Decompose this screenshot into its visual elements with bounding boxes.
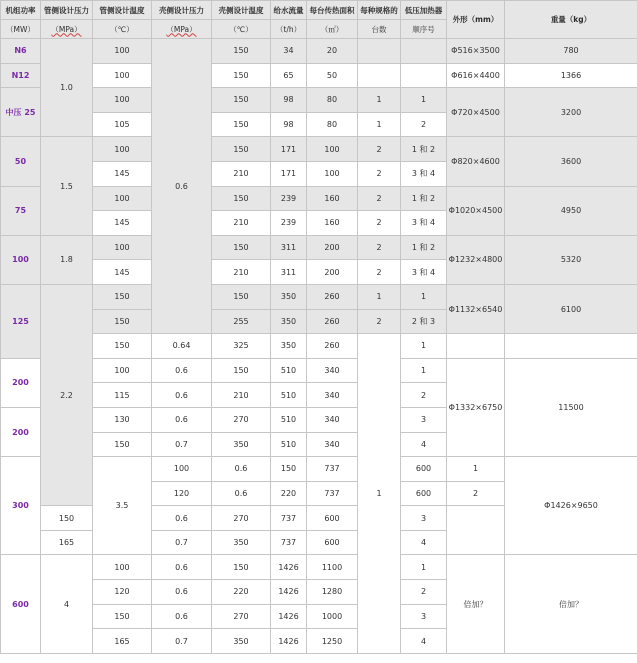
shell-temp-cell: 350 [212,432,271,457]
area-cell: 80 [307,88,358,113]
tube-temp-cell: 120 [93,580,152,605]
flow-cell: 34 [271,39,307,64]
shell-temp-cell: 150 [212,88,271,113]
tube-pressure-cell: 1.8 [41,235,93,284]
header-shell-temp-unit: （℃） [212,20,271,39]
dimension-cell: Φ820×4600 [447,137,505,186]
flow-cell: 510 [271,407,307,432]
table-row [1,186,637,211]
count-cell: 1 [358,284,401,309]
shell-pressure-cell: 0.6 [212,481,271,506]
header-area-unit: （㎡） [307,20,358,39]
shell-temp-cell: 210 [212,161,271,186]
shell-temp-cell: 150 [212,39,271,64]
tube-temp-cell: 115 [93,383,152,408]
unit-power-125: 125 [1,284,41,358]
dimension-cell: Φ720×4500 [447,88,505,137]
area-cell: 100 [307,161,358,186]
seq-cell: 2 和 3 [401,309,447,334]
tube-temp-cell: 120 [152,481,212,506]
area-cell: 200 [307,260,358,285]
area-cell: 200 [307,235,358,260]
count-cell: 2 [358,235,401,260]
tube-temp-cell: 150 [93,432,152,457]
shell-pressure-cell: 0.6 [152,604,212,629]
flow-cell: 737 [271,530,307,555]
seq-cell [401,39,447,64]
seq-cell: 1 和 2 [401,137,447,162]
area-cell: 100 [307,137,358,162]
shell-pressure-cell: 0.6 [152,506,212,531]
shell-pressure-cell: 0.6 [152,407,212,432]
area-cell: 600 [401,481,447,506]
area-cell: 600 [307,506,358,531]
weight-cell-empty [505,334,637,359]
dimension-cell: Φ1332×6750 [447,358,505,456]
shell-temp-cell: 210 [212,211,271,236]
flow-cell: 98 [271,112,307,137]
flow-cell: 171 [271,137,307,162]
seq-cell: 3 [401,604,447,629]
flow-cell: 510 [271,383,307,408]
flow-cell: 1426 [271,629,307,654]
header-count-line2: 台数 [358,20,401,39]
flow-cell: 350 [271,334,307,359]
header-weight: 重量（kg） [505,1,637,39]
area-cell: 340 [307,358,358,383]
area-cell: 340 [307,407,358,432]
count-cell: 1 [358,112,401,137]
shell-temp-cell: 270 [212,604,271,629]
seq-cell: 4 [401,432,447,457]
table-row [1,555,637,580]
seq-cell: 3 和 4 [401,260,447,285]
dimension-cell: Φ616×4400 [447,63,505,88]
header-tube-temp-unit: （℃） [93,20,152,39]
seq-cell: 2 [401,580,447,605]
tube-temp-cell: 150 [93,284,152,309]
flow-cell: 1426 [271,580,307,605]
seq-cell: 1 [401,358,447,383]
header-row-1 [1,1,637,20]
table-row [1,334,637,359]
tube-temp-cell: 145 [93,161,152,186]
shell-temp-cell: 270 [212,506,271,531]
shell-temp-cell: 325 [212,334,271,359]
seq-cell: 3 和 4 [401,211,447,236]
shell-pressure-cell: 0.7 [152,629,212,654]
seq-cell: 4 [401,530,447,555]
weight-cell: 倍加？ [505,555,637,653]
area-cell: 260 [307,284,358,309]
count-cell: 1 [358,88,401,113]
shell-temp-cell: 255 [212,309,271,334]
tube-temp-cell: 100 [93,235,152,260]
tube-temp-cell: 100 [93,555,152,580]
flow-cell: 98 [271,88,307,113]
tube-pressure-cell: 2.2 [41,284,93,505]
weight-cell: 3200 [505,88,637,137]
shell-temp-cell: 150 [212,235,271,260]
weight-cell: 5320 [505,235,637,284]
seq-cell: 1 和 2 [401,235,447,260]
dimension-cell: Φ516×3500 [447,39,505,64]
tube-temp-cell: 165 [41,530,93,555]
table-row [1,39,637,64]
unit-power-n6: N6 [1,39,41,64]
tube-pressure-cell: 4 [41,555,93,653]
area-cell: 160 [307,186,358,211]
tube-temp-cell: 150 [41,506,93,531]
weight-cell: 780 [505,39,637,64]
dimension-cell: Φ1426×9650 [505,457,637,555]
shell-pressure-cell: 0.6 [152,383,212,408]
count-cell: 2 [358,161,401,186]
flow-cell: 1426 [271,555,307,580]
tube-temp-cell: 150 [93,604,152,629]
header-tube-pressure-unit [41,20,93,39]
count-cell: 2 [358,309,401,334]
shell-pressure-cell: 0.64 [152,334,212,359]
shell-pressure-cell: 0.6 [152,358,212,383]
table-row [1,457,637,482]
header-count: 每种规格的 [358,1,401,20]
weight-cell: 4950 [505,186,637,235]
unit-power-200-a: 200 [1,358,41,407]
header-seq-line2: 顺序号 [401,20,447,39]
header-flow-unit: （t/h） [271,20,307,39]
count-cell: 2 [358,211,401,236]
dimension-cell: Φ1132×6540 [447,284,505,333]
seq-cell: 3 [401,506,447,531]
area-cell: 1280 [307,580,358,605]
flow-cell: 350 [271,309,307,334]
shell-pressure-unit-text: （MPa） [166,24,197,34]
tube-temp-cell: 100 [93,88,152,113]
count-cell [358,39,401,64]
header-unit-power-unit: （MW） [1,20,41,39]
area-cell: 260 [307,309,358,334]
tube-pressure-cell: 1.0 [41,39,93,137]
shell-temp-cell: 150 [212,555,271,580]
count-cell: 2 [358,137,401,162]
header-heater-seq: 低压加热器 [401,1,447,20]
seq-cell: 3 [401,407,447,432]
tube-pressure-unit-text: （MPa） [51,24,82,34]
tube-temp-cell: 165 [93,629,152,654]
table-row [1,358,637,383]
area-cell: 50 [307,63,358,88]
shell-temp-cell: 150 [212,358,271,383]
seq-cell: 2 [401,112,447,137]
tube-temp-cell: 100 [152,457,212,482]
flow-cell: 350 [271,284,307,309]
count-cell: 2 [358,260,401,285]
count-cell [358,63,401,88]
shell-temp-cell: 220 [212,580,271,605]
tube-temp-cell: 100 [93,63,152,88]
unit-power-n12: N12 [1,63,41,88]
seq-cell: 2 [401,383,447,408]
area-cell: 600 [401,457,447,482]
weight-cell: 1366 [505,63,637,88]
unit-power-75: 75 [1,186,41,235]
tube-temp-cell: 145 [93,260,152,285]
shell-pressure-cell: 0.6 [152,555,212,580]
flow-cell: 737 [271,506,307,531]
shell-temp-cell: 150 [212,112,271,137]
weight-cell: 3600 [505,137,637,186]
weight-cell: 11500 [505,358,637,456]
flow-cell: 239 [271,211,307,236]
area-cell: 340 [307,432,358,457]
shell-temp-cell: 210 [212,383,271,408]
shell-temp-cell: 270 [212,407,271,432]
flow-cell: 311 [271,260,307,285]
area-cell: 260 [307,334,358,359]
flow-cell: 171 [271,161,307,186]
header-tube-pressure: 管侧设计压力 [41,1,93,20]
area-cell: 1100 [307,555,358,580]
flow-cell: 510 [271,358,307,383]
header-unit-power: 机组功率 [1,1,41,20]
table-row [1,63,637,88]
unit-power-zy25: 中压 25 [1,88,41,137]
flow-cell: 737 [307,457,358,482]
area-cell: 80 [307,112,358,137]
shell-pressure-cell: 0.6 [152,580,212,605]
area-cell: 160 [307,211,358,236]
header-dimensions: 外形（mm） [447,1,505,39]
tube-temp-cell: 130 [93,407,152,432]
tube-temp-cell: 100 [93,358,152,383]
seq-cell: 1 [447,457,505,482]
seq-cell: 1 [401,334,447,359]
shell-temp-cell: 150 [212,137,271,162]
unit-power-50: 50 [1,137,41,186]
tube-temp-cell: 150 [93,309,152,334]
area-cell: 1250 [307,629,358,654]
tube-pressure-cell: 3.5 [93,457,152,555]
flow-cell: 1426 [271,604,307,629]
shell-temp-cell: 350 [212,530,271,555]
header-feedwater-flow: 给水流量 [271,1,307,20]
header-shell-temp: 壳侧设计温度 [212,1,271,20]
unit-power-100: 100 [1,235,41,284]
shell-temp-cell: 150 [212,186,271,211]
dimension-cell-empty [447,334,505,359]
seq-cell: 1 和 2 [401,186,447,211]
tube-pressure-cell: 1.5 [41,137,93,235]
shell-pressure-cell: 0.7 [152,530,212,555]
tube-temp-cell: 150 [93,334,152,359]
area-cell: 20 [307,39,358,64]
header-shell-pressure-unit [152,20,212,39]
shell-temp-cell: 150 [271,457,307,482]
table-row [1,88,637,113]
seq-cell: 1 [401,88,447,113]
table-row [1,284,637,309]
flow-cell: 311 [271,235,307,260]
header-shell-pressure: 壳侧设计压力 [152,1,212,20]
dimension-cell: 倍加？ [447,555,505,653]
shell-pressure-cell: 0.7 [152,432,212,457]
shell-pressure-cell: 0.6 [212,457,271,482]
unit-power-600: 600 [1,555,41,653]
flow-cell: 65 [271,63,307,88]
shell-temp-cell: 150 [212,284,271,309]
table-row [1,235,637,260]
seq-cell: 1 [401,555,447,580]
count-cell: 1 [358,334,401,654]
shell-temp-cell: 220 [271,481,307,506]
dimension-cell: Φ1020×4500 [447,186,505,235]
area-cell: 340 [307,383,358,408]
area-cell: 1000 [307,604,358,629]
flow-cell: 510 [271,432,307,457]
shell-temp-cell: 210 [212,260,271,285]
count-cell: 2 [358,186,401,211]
tube-temp-cell: 145 [93,211,152,236]
seq-cell: 3 和 4 [401,161,447,186]
weight-cell: 6100 [505,284,637,333]
area-cell: 600 [307,530,358,555]
shell-pressure-cell: 0.6 [152,39,212,334]
tube-temp-cell: 100 [93,39,152,64]
header-area: 每台传热面积 [307,1,358,20]
flow-cell: 239 [271,186,307,211]
seq-cell: 4 [401,629,447,654]
seq-cell [401,63,447,88]
tube-temp-cell: 100 [93,186,152,211]
unit-power-200-b: 200 [1,407,41,456]
shell-temp-cell: 350 [212,629,271,654]
flow-cell: 737 [307,481,358,506]
header-tube-temp: 管侧设计温度 [93,1,152,20]
seq-cell: 2 [447,481,505,506]
unit-power-300: 300 [1,457,41,555]
tube-temp-cell: 100 [93,137,152,162]
tube-temp-cell: 105 [93,112,152,137]
shell-temp-cell: 150 [212,63,271,88]
dimension-cell: Φ1232×4800 [447,235,505,284]
seq-cell: 1 [401,284,447,309]
table-row [1,137,637,162]
